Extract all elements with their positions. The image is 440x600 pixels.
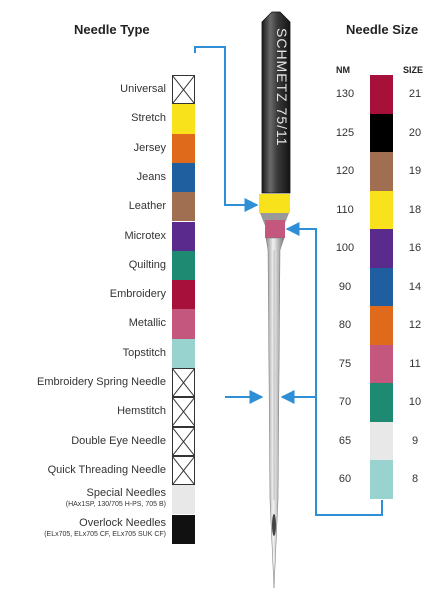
needle-type-label: Jersey — [133, 141, 166, 154]
needle-nm-value: 90 — [338, 280, 352, 293]
needle-size-value: 10 — [408, 396, 422, 408]
needle-brand-text: SCHMETZ 75/11 — [274, 28, 290, 147]
needle-size-heading: Needle Size — [346, 22, 419, 37]
needle-nm-value: 125 — [335, 126, 355, 139]
nm-column-header: NM — [336, 65, 350, 75]
needle-nm-value: 120 — [335, 165, 355, 177]
needle-type-label: Double Eye Needle — [71, 434, 166, 447]
needle-size-value: 16 — [408, 242, 422, 254]
needle-type-label: Metallic — [128, 317, 166, 330]
needle-pink-band — [265, 220, 285, 238]
needle-type-label: Special Needles — [86, 487, 166, 500]
needle-size-value: 21 — [408, 88, 422, 100]
needle-size-value: 8 — [411, 473, 419, 485]
needle-nm-value: 130 — [335, 88, 355, 100]
needle-eye — [272, 514, 276, 536]
needle-type-label: Hemstitch — [117, 405, 166, 418]
needle-type-label: Quick Threading Needle — [47, 463, 166, 476]
needle-blade — [266, 238, 284, 588]
needle-type-sublabel: (ELx705, ELx705 CF, ELx705 SUK CF) — [44, 530, 166, 538]
needle-size-value: 11 — [409, 357, 421, 370]
arrow-universal-to-band — [195, 47, 257, 205]
needle-type-label: Leather — [128, 200, 166, 213]
needle-size-value: 19 — [408, 165, 422, 177]
needle-nm-value: 70 — [338, 396, 352, 408]
needle-type-label: Embroidery Spring Needle — [36, 376, 166, 388]
needle-type-sublabel: (HAx1SP, 130/705 H-PS, 705 B) — [65, 501, 166, 509]
needle-type-label: Jeans — [136, 170, 166, 183]
needle-type-label: Universal — [120, 83, 166, 95]
needle-nm-value: 80 — [338, 319, 352, 331]
needle-size-value: 18 — [408, 203, 422, 216]
needle-type-heading: Needle Type — [74, 22, 150, 37]
needle-type-label: Topstitch — [122, 346, 166, 359]
needle-size-value: 12 — [408, 319, 422, 331]
needle-nm-value: 110 — [336, 203, 354, 216]
needle-type-label: Overlock Needles — [79, 516, 166, 529]
needle-type-label: Embroidery — [109, 288, 166, 301]
arrow-size-to-band — [287, 229, 382, 515]
needle-nm-value: 60 — [338, 473, 352, 485]
needle-size-value: 20 — [408, 126, 422, 139]
needle-nm-value: 65 — [338, 434, 352, 447]
needle-size-value: 9 — [411, 434, 419, 447]
needle-nm-value: 75 — [338, 357, 352, 370]
needle-nm-value: 100 — [335, 242, 355, 254]
needle-yellow-band — [259, 194, 290, 213]
needle-size-value: 14 — [408, 280, 422, 293]
needle-type-label: Microtex — [124, 229, 166, 242]
needle-type-label: Quilting — [128, 258, 166, 271]
size-column-header: SIZE — [403, 65, 424, 75]
needle-type-label: Stretch — [131, 112, 166, 125]
